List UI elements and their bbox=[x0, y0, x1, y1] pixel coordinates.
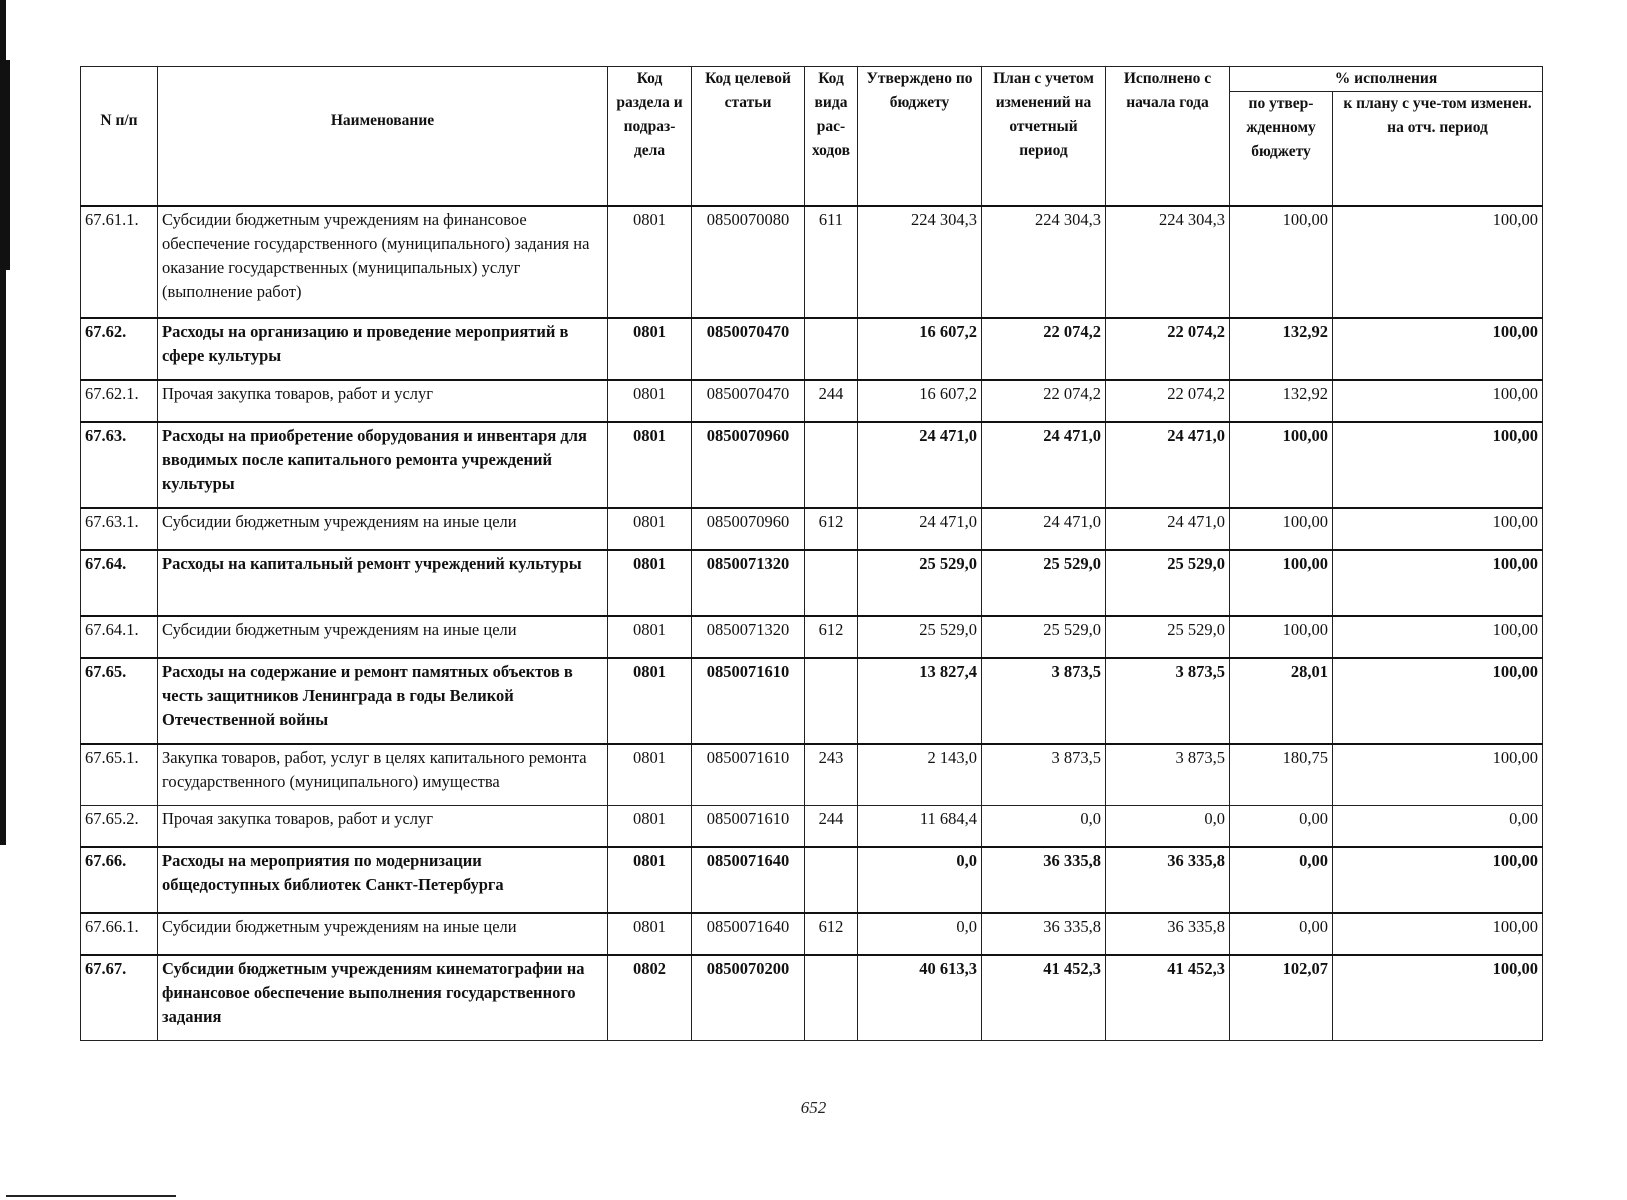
cell-target-code: 0850071320 bbox=[692, 550, 805, 616]
cell-name: Расходы на организацию и проведение мероприятий в сфере культуры bbox=[158, 318, 608, 380]
cell-executed: 3 873,5 bbox=[1106, 744, 1230, 806]
cell-approved: 0,0 bbox=[858, 847, 982, 913]
cell-name: Субсидии бюджетным учреждениям на иные цели bbox=[158, 508, 608, 550]
cell-num: 67.65.1. bbox=[81, 744, 158, 806]
cell-target-code: 0850071610 bbox=[692, 806, 805, 848]
cell-num: 67.64. bbox=[81, 550, 158, 616]
cell-plan: 24 471,0 bbox=[982, 508, 1106, 550]
header-pct-approved: по утвер-жденному бюджету bbox=[1230, 92, 1333, 207]
table-row bbox=[81, 206, 1543, 318]
page-number: 652 bbox=[800, 1098, 827, 1117]
table-row bbox=[81, 658, 1543, 744]
cell-section-code: 0801 bbox=[608, 847, 692, 913]
cell-approved: 24 471,0 bbox=[858, 422, 982, 508]
cell-plan: 36 335,8 bbox=[982, 847, 1106, 913]
header-pct-plan: к плану с уче-том изменен. на отч. период bbox=[1333, 92, 1543, 207]
table-row bbox=[81, 318, 1543, 380]
cell-plan: 41 452,3 bbox=[982, 955, 1106, 1041]
cell-section-code: 0801 bbox=[608, 422, 692, 508]
header-name: Наименование bbox=[158, 67, 608, 207]
table-body bbox=[81, 206, 1543, 1041]
budget-execution-table bbox=[80, 66, 1543, 1041]
cell-name: Прочая закупка товаров, работ и услуг bbox=[158, 380, 608, 422]
table-row bbox=[81, 508, 1543, 550]
cell-approved: 224 304,3 bbox=[858, 206, 982, 318]
cell-executed: 25 529,0 bbox=[1106, 616, 1230, 658]
cell-pct-plan: 100,00 bbox=[1333, 206, 1543, 318]
cell-executed: 25 529,0 bbox=[1106, 550, 1230, 616]
cell-name: Расходы на мероприятия по модернизации общедоступных библиотек Санкт-Петербурга bbox=[158, 847, 608, 913]
cell-pct-approved: 132,92 bbox=[1230, 380, 1333, 422]
cell-pct-approved: 28,01 bbox=[1230, 658, 1333, 744]
cell-target-code: 0850071610 bbox=[692, 744, 805, 806]
cell-plan: 24 471,0 bbox=[982, 422, 1106, 508]
header-expense-code: Код вида рас-ходов bbox=[805, 67, 858, 207]
cell-plan: 25 529,0 bbox=[982, 616, 1106, 658]
cell-plan: 224 304,3 bbox=[982, 206, 1106, 318]
cell-executed: 22 074,2 bbox=[1106, 380, 1230, 422]
table-row bbox=[81, 847, 1543, 913]
cell-pct-plan: 100,00 bbox=[1333, 847, 1543, 913]
cell-pct-approved: 100,00 bbox=[1230, 508, 1333, 550]
cell-approved: 0,0 bbox=[858, 913, 982, 955]
cell-target-code: 0850071640 bbox=[692, 913, 805, 955]
cell-num: 67.63. bbox=[81, 422, 158, 508]
cell-approved: 25 529,0 bbox=[858, 616, 982, 658]
cell-executed: 0,0 bbox=[1106, 806, 1230, 848]
table-row bbox=[81, 380, 1543, 422]
table-row bbox=[81, 550, 1543, 616]
cell-pct-plan: 100,00 bbox=[1333, 658, 1543, 744]
cell-target-code: 0850070470 bbox=[692, 380, 805, 422]
cell-pct-approved: 132,92 bbox=[1230, 318, 1333, 380]
cell-plan: 22 074,2 bbox=[982, 380, 1106, 422]
cell-pct-plan: 100,00 bbox=[1333, 744, 1543, 806]
cell-approved: 2 143,0 bbox=[858, 744, 982, 806]
cell-pct-plan: 100,00 bbox=[1333, 380, 1543, 422]
scan-edge-mark bbox=[0, 60, 10, 270]
cell-expense-code bbox=[805, 955, 858, 1041]
cell-target-code: 0850070960 bbox=[692, 422, 805, 508]
cell-executed: 36 335,8 bbox=[1106, 913, 1230, 955]
cell-expense-code bbox=[805, 422, 858, 508]
cell-pct-plan: 100,00 bbox=[1333, 955, 1543, 1041]
cell-num: 67.64.1. bbox=[81, 616, 158, 658]
cell-pct-approved: 100,00 bbox=[1230, 206, 1333, 318]
cell-expense-code: 244 bbox=[805, 806, 858, 848]
cell-expense-code: 244 bbox=[805, 380, 858, 422]
cell-expense-code: 612 bbox=[805, 913, 858, 955]
cell-section-code: 0801 bbox=[608, 318, 692, 380]
cell-section-code: 0801 bbox=[608, 913, 692, 955]
cell-num: 67.61.1. bbox=[81, 206, 158, 318]
table-row bbox=[81, 422, 1543, 508]
cell-executed: 36 335,8 bbox=[1106, 847, 1230, 913]
cell-name: Субсидии бюджетным учреждениям на иные цели bbox=[158, 616, 608, 658]
cell-approved: 16 607,2 bbox=[858, 318, 982, 380]
cell-expense-code: 612 bbox=[805, 616, 858, 658]
cell-expense-code: 612 bbox=[805, 508, 858, 550]
cell-name: Прочая закупка товаров, работ и услуг bbox=[158, 806, 608, 848]
cell-section-code: 0802 bbox=[608, 955, 692, 1041]
cell-pct-approved: 0,00 bbox=[1230, 913, 1333, 955]
cell-approved: 24 471,0 bbox=[858, 508, 982, 550]
header-approved: Утверждено по бюджету bbox=[858, 67, 982, 207]
cell-target-code: 0850070200 bbox=[692, 955, 805, 1041]
cell-executed: 22 074,2 bbox=[1106, 318, 1230, 380]
cell-pct-approved: 100,00 bbox=[1230, 422, 1333, 508]
cell-name: Субсидии бюджетным учреждениям на финансовое обеспечение государственного (муниципального) задания на оказание государственных (муниципальных) услуг (выполнение работ) bbox=[158, 206, 608, 318]
cell-plan: 25 529,0 bbox=[982, 550, 1106, 616]
cell-section-code: 0801 bbox=[608, 508, 692, 550]
cell-executed: 3 873,5 bbox=[1106, 658, 1230, 744]
cell-pct-approved: 100,00 bbox=[1230, 550, 1333, 616]
cell-expense-code bbox=[805, 847, 858, 913]
cell-expense-code bbox=[805, 318, 858, 380]
cell-plan: 3 873,5 bbox=[982, 744, 1106, 806]
header-section-code: Код раздела и подраз-дела bbox=[608, 67, 692, 207]
cell-approved: 11 684,4 bbox=[858, 806, 982, 848]
cell-target-code: 0850070080 bbox=[692, 206, 805, 318]
cell-name: Расходы на содержание и ремонт памятных объектов в честь защитников Ленинграда в годы Великой Отечественной войны bbox=[158, 658, 608, 744]
cell-target-code: 0850071320 bbox=[692, 616, 805, 658]
cell-target-code: 0850071640 bbox=[692, 847, 805, 913]
cell-num: 67.66.1. bbox=[81, 913, 158, 955]
cell-num: 67.67. bbox=[81, 955, 158, 1041]
cell-target-code: 0850070960 bbox=[692, 508, 805, 550]
cell-plan: 22 074,2 bbox=[982, 318, 1106, 380]
cell-target-code: 0850071610 bbox=[692, 658, 805, 744]
cell-num: 67.65. bbox=[81, 658, 158, 744]
header-pct-group: % исполнения bbox=[1230, 67, 1543, 92]
cell-name: Расходы на капитальный ремонт учреждений культуры bbox=[158, 550, 608, 616]
header-target-code: Код целевой статьи bbox=[692, 67, 805, 207]
cell-name: Закупка товаров, работ, услуг в целях капитального ремонта государственного (муниципального) имущества bbox=[158, 744, 608, 806]
cell-section-code: 0801 bbox=[608, 806, 692, 848]
cell-executed: 24 471,0 bbox=[1106, 508, 1230, 550]
cell-name: Субсидии бюджетным учреждениям на иные цели bbox=[158, 913, 608, 955]
cell-section-code: 0801 bbox=[608, 206, 692, 318]
cell-executed: 41 452,3 bbox=[1106, 955, 1230, 1041]
cell-pct-plan: 100,00 bbox=[1333, 422, 1543, 508]
cell-pct-plan: 100,00 bbox=[1333, 318, 1543, 380]
header-plan: План с учетом изменений на отчетный период bbox=[982, 67, 1106, 207]
cell-num: 67.63.1. bbox=[81, 508, 158, 550]
table-row bbox=[81, 806, 1543, 848]
cell-section-code: 0801 bbox=[608, 616, 692, 658]
cell-pct-approved: 180,75 bbox=[1230, 744, 1333, 806]
cell-pct-plan: 100,00 bbox=[1333, 508, 1543, 550]
cell-num: 67.66. bbox=[81, 847, 158, 913]
cell-plan: 0,0 bbox=[982, 806, 1106, 848]
cell-pct-plan: 0,00 bbox=[1333, 806, 1543, 848]
cell-pct-plan: 100,00 bbox=[1333, 550, 1543, 616]
cell-pct-approved: 0,00 bbox=[1230, 847, 1333, 913]
cell-name: Субсидии бюджетным учреждениям кинематографии на финансовое обеспечение выполнения государственного задания bbox=[158, 955, 608, 1041]
cell-section-code: 0801 bbox=[608, 658, 692, 744]
cell-executed: 24 471,0 bbox=[1106, 422, 1230, 508]
cell-pct-approved: 0,00 bbox=[1230, 806, 1333, 848]
cell-approved: 25 529,0 bbox=[858, 550, 982, 616]
cell-expense-code bbox=[805, 658, 858, 744]
cell-section-code: 0801 bbox=[608, 380, 692, 422]
cell-pct-plan: 100,00 bbox=[1333, 913, 1543, 955]
cell-num: 67.65.2. bbox=[81, 806, 158, 848]
header-num: N п/п bbox=[81, 67, 158, 207]
header-executed: Исполнено с начала года bbox=[1106, 67, 1230, 207]
cell-approved: 16 607,2 bbox=[858, 380, 982, 422]
cell-executed: 224 304,3 bbox=[1106, 206, 1230, 318]
cell-expense-code: 243 bbox=[805, 744, 858, 806]
cell-pct-plan: 100,00 bbox=[1333, 616, 1543, 658]
cell-pct-approved: 102,07 bbox=[1230, 955, 1333, 1041]
table-row bbox=[81, 744, 1543, 806]
table-header bbox=[81, 67, 1543, 207]
cell-target-code: 0850070470 bbox=[692, 318, 805, 380]
cell-expense-code bbox=[805, 550, 858, 616]
cell-expense-code: 611 bbox=[805, 206, 858, 318]
cell-num: 67.62. bbox=[81, 318, 158, 380]
cell-section-code: 0801 bbox=[608, 550, 692, 616]
table-row bbox=[81, 913, 1543, 955]
cell-name: Расходы на приобретение оборудования и инвентаря для вводимых после капитального ремонта учреждений культуры bbox=[158, 422, 608, 508]
cell-plan: 36 335,8 bbox=[982, 913, 1106, 955]
cell-approved: 13 827,4 bbox=[858, 658, 982, 744]
cell-section-code: 0801 bbox=[608, 744, 692, 806]
cell-plan: 3 873,5 bbox=[982, 658, 1106, 744]
cell-approved: 40 613,3 bbox=[858, 955, 982, 1041]
table-row bbox=[81, 955, 1543, 1041]
table-row bbox=[81, 616, 1543, 658]
cell-pct-approved: 100,00 bbox=[1230, 616, 1333, 658]
scan-bottom-line bbox=[6, 1195, 176, 1197]
cell-num: 67.62.1. bbox=[81, 380, 158, 422]
